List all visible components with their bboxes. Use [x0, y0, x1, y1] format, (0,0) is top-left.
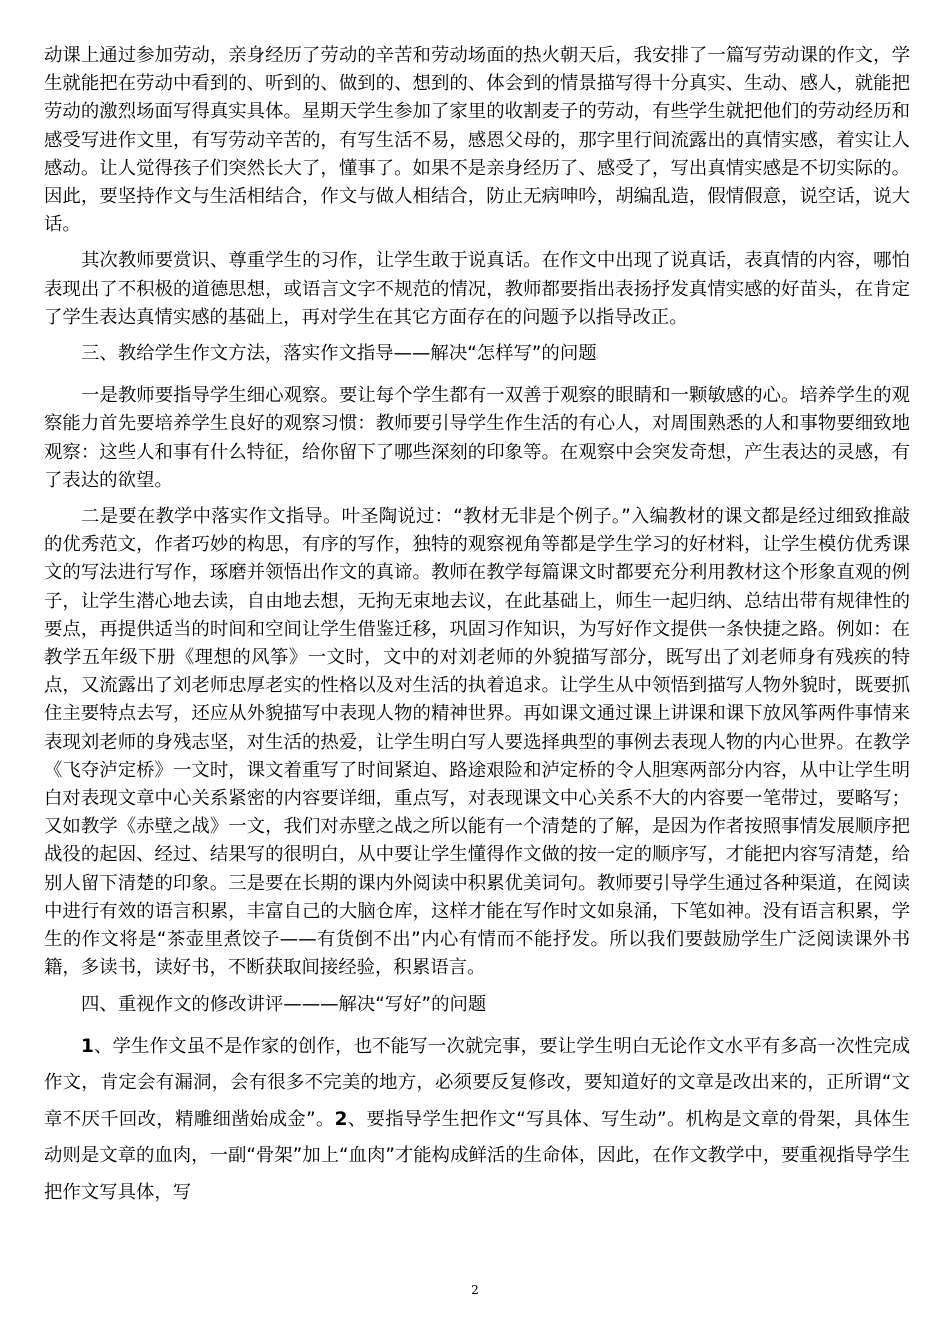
item-number-1: 1	[81, 1035, 94, 1057]
section-heading-4: 四、重视作文的修改讲评———解决“写好”的问题	[81, 993, 487, 1015]
page-number: 2	[471, 1283, 479, 1297]
paragraph-respect-students: 其次教师要赏识、尊重学生的习作，让学生敢于说真话。在作文中出现了说真话，表真情的内容，哪怕表现出了不积极的道德思想，或语言文字不规范的情况，教师都要指出表扬抒发真情实感的好苗头，在肯定了学生表达真情实感的基础上，再对学生在其它方面存在的问题予以指导改正。	[44, 250, 910, 328]
item-text-1: 、学生作文虽不是作家的创作，也不能写一次就完事，要让学生明白无论作文水平有多高一次性完成作文，肯定会有漏洞，会有很多不完美的地方，必须要反复修改，要知道好的文章是改出来的，正所谓“文章不厌千回改，精雕细凿始成金”。	[44, 1035, 910, 1130]
paragraph-revision	[44, 1029, 910, 1212]
item-text-2: 、要指导学生把作文“写具体、写生动”。机构是文章的骨架，具体生动则是文章的血肉，一副“骨架”加上“血肉”才能构成鲜活的生命体，因此，在作文教学中，要重视指导学生把作文写具体，写	[44, 1108, 910, 1203]
paragraph-observation: 一是教师要指导学生细心观察。要让每个学生都有一双善于观察的眼睛和一颗敏感的心。培养学生的观察能力首先要培养学生良好的观察习惯：教师要引导学生作生活的有心人，对周围熟悉的人和事物要细致地观察：这些人和事有什么特征，给你留下了哪些深刻的印象等。在观察中会突发奇想，产生表达的灵感，有了表达的欲望。	[44, 385, 910, 491]
item-number-2: 2	[334, 1108, 348, 1130]
paragraph-labor-writing: 动课上通过参加劳动，亲身经历了劳动的辛苦和劳动场面的热火朝天后，我安排了一篇写劳动课的作文，学生就能把在劳动中看到的、听到的、做到的、想到的、体会到的情景描写得十分真实、生动、感人，就能把劳动的激烈场面写得真实具体。星期天学生参加了家里的收割麦子的劳动，有些学生就把他们的劳动经历和感受写进作文里，有写劳动辛苦的，有写生活不易，感恩父母的，那字里行间流露出的真情实感，着实让人感动。让人觉得孩子们突然长大了，懂事了。如果不是亲身经历了、感受了，写出真情实感是不切实际的。因此，要坚持作文与生活相结合，作文与做人相结合，防止无病呻吟，胡编乱造，假情假意，说空话，说大话。	[44, 45, 910, 236]
document-page	[44, 42, 910, 1211]
paragraph-writing-guidance: 二是要在教学中落实作文指导。叶圣陶说过：“教材无非是个例子。”入编教材的课文都是经过细致推敲的优秀范文，作者巧妙的构思，有序的写作，独特的观察视角等都是学生学习的好材料，让学生模仿优秀课文的写法进行写作，琢磨并领悟出作文的真谛。教师在教学每篇课文时都要充分利用教材这个形象直观的例子，让学生潜心地去读，自由地去想，无拘无束地去议，在此基础上，师生一起归纳、总结出带有规律性的要点，再提供适当的时间和空间让学生借鉴迁移，巩固习作知识，为写好作文提供一条快捷之路。例如：在教学五年级下册《理想的风筝》一文时，文中的对刘老师的外貌描写部分，既写出了刘老师身有残疾的特点，又流露出了刘老师忠厚老实的性格以及对生活的执着追求。让学生从中领悟到描写人物外貌时，既要抓住主要特点去写，还应从外貌描写中表现人物的精神世界。再如课文通过课上讲课和课下放风筝两件事情来表现刘老师的身残志坚，对生活的热爱，让学生明白写人要选择典型的事例去表现人物的内心世界。在教学《飞夺泸定桥》一文时，课文着重写了时间紧迫、路途艰险和泸定桥的令人胆寒两部分内容，从中让学生明白对表现文章中心关系紧密的内容要详细，重点写，对表现课文中心关系不大的内容要一笔带过，要略写；又如教学《赤壁之战》一文，我们对赤壁之战之所以能有一个清楚的了解，是因为作者按照事情发展顺序把战役的起因、经过、结果写的很明白，从中要让学生懂得作文做的按一定的顺序写，才能把内容写清楚，给别人留下清楚的印象。三是要在长期的课内外阅读中积累优美词句。教师要引导学生通过各种渠道，在阅读中进行有效的语言积累，丰富自己的大脑仓库，这样才能在写作时文如泉涌，下笔如神。没有语言积累，学生的作文将是“茶壶里煮饺子——有货倒不出”内心有情而不能抒发。所以我们要鼓励学生广泛阅读课外书籍，多读书，读好书，不断获取间接经验，积累语言。	[44, 506, 910, 979]
section-heading-3: 三、教给学生作文方法，落实作文指导——解决“怎样写”的问题	[81, 343, 597, 365]
